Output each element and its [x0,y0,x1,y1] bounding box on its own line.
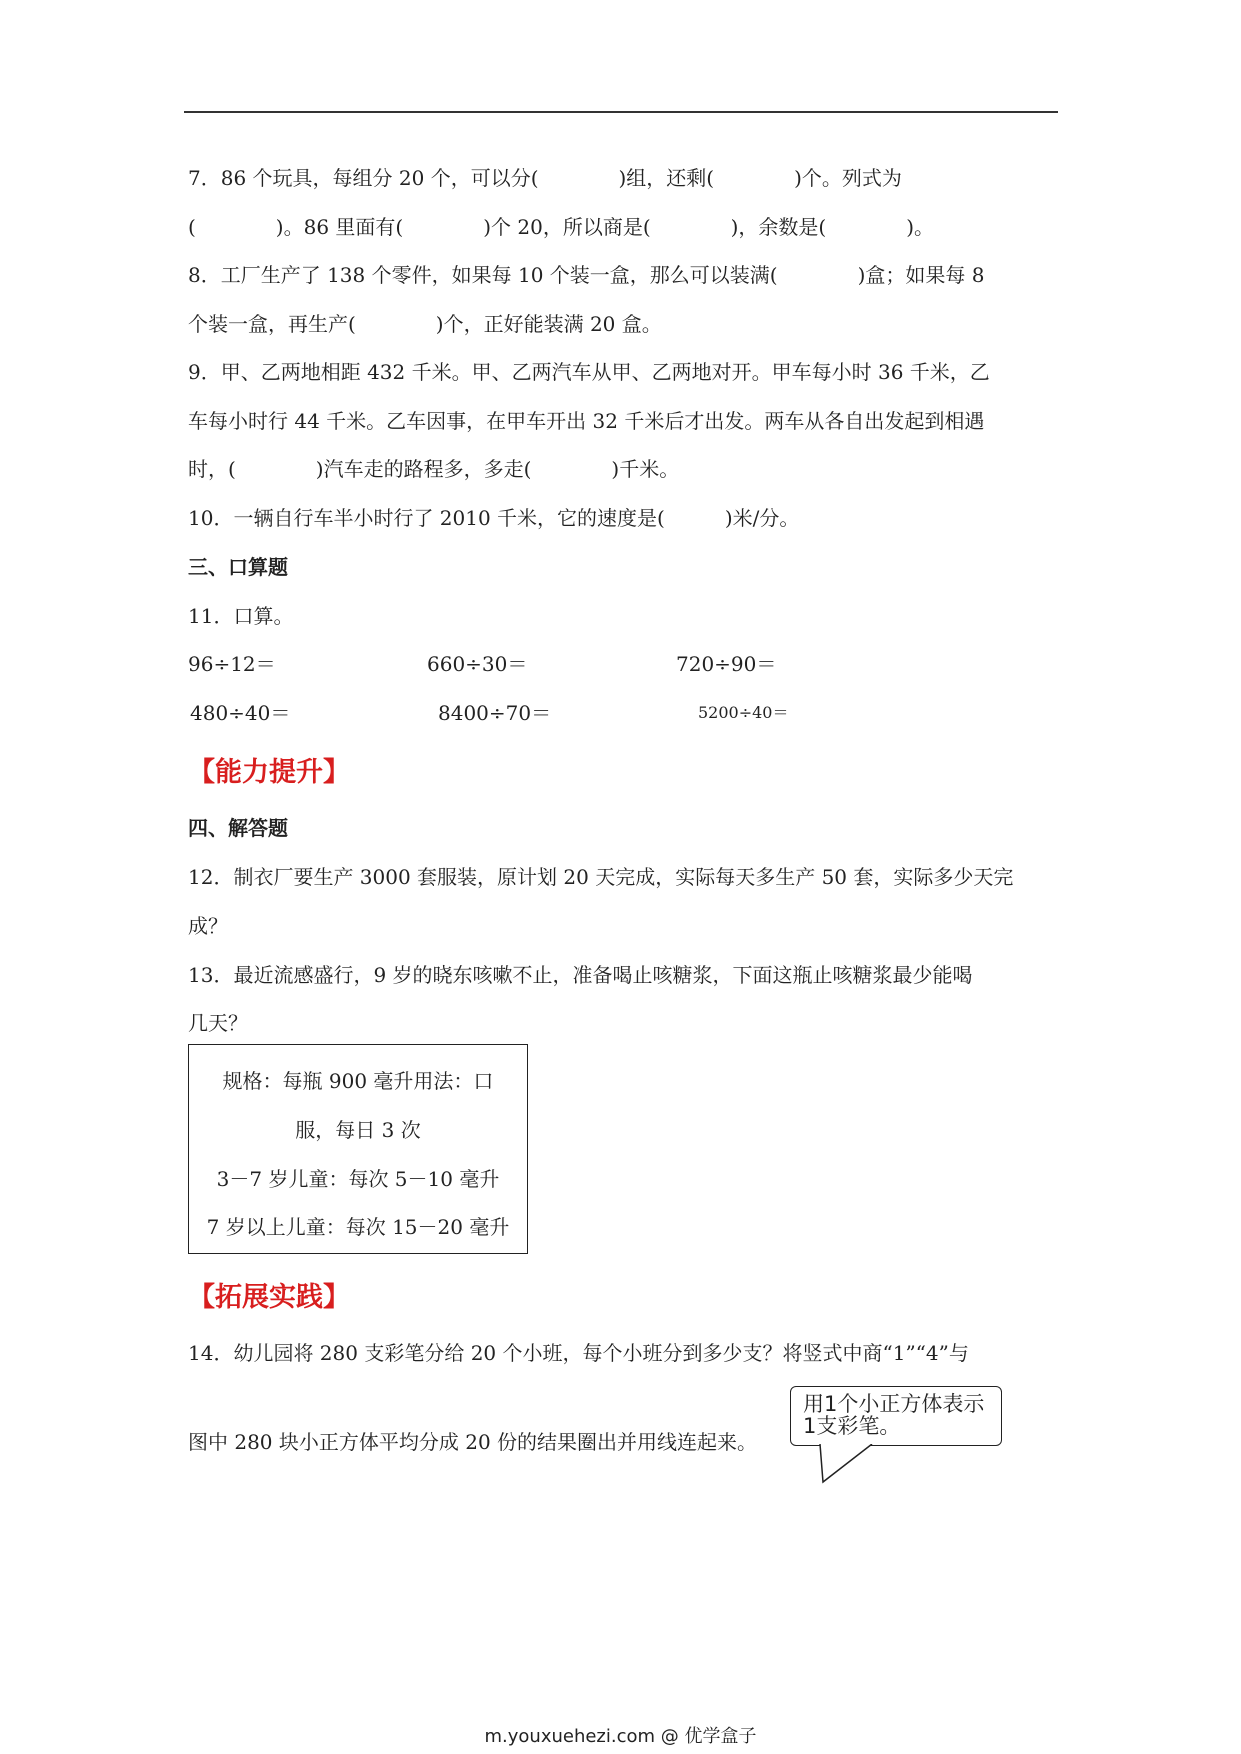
footer-watermark: m.youxuehezi.com @ 优学盒子 [484,1726,757,1747]
q10: 10．一辆自行车半小时行了 2010 千米，它的速度是( )米/分。 [188,506,800,530]
spec-line: 规格：每瓶 900 毫升用法：口 [222,1069,494,1093]
q7-line1: 7．86 个玩具，每组分 20 个，可以分( )组，还剩( )个。列式为 [188,166,902,190]
section-highlight-ability: 【能力提升】 [188,757,350,788]
q11: 11．口算。 [188,604,294,628]
header-rule [184,111,1058,113]
bubble-line: 1支彩笔。 [803,1414,901,1438]
bubble-line: 用1个小正方体表示 [803,1392,985,1416]
q9-line3: 时，( )汽车走的路程多，多走( )千米。 [188,457,680,481]
calc-item: 8400÷70＝ [438,701,552,725]
q13-line1: 13．最近流感盛行，9 岁的晓东咳嗽不止，准备喝止咳糖浆，下面这瓶止咳糖浆最少能喝 [188,963,973,987]
q9-line1: 9．甲、乙两地相距 432 千米。甲、乙两汽车从甲、乙两地对开。甲车每小时 36 千米，乙 [188,360,990,384]
q14-line2: 图中 280 块小正方体平均分成 20 份的结果圈出并用线连起来。 [188,1430,758,1454]
medicine-spec-box [188,1044,528,1254]
q13-line2: 几天？ [188,1011,248,1035]
spec-line: 服，每日 3 次 [295,1118,421,1142]
calc-item: 660÷30＝ [427,652,528,676]
q12-line1: 12．制衣厂要生产 3000 套服装，原计划 20 天完成，实际每天多生产 50 套，实际多少天完 [188,865,1014,889]
spec-line: 3－7 岁儿童：每次 5－10 毫升 [216,1167,500,1191]
q12-line2: 成？ [188,914,228,938]
calc-item: 480÷40＝ [190,701,291,725]
q9-line2: 车每小时行 44 千米。乙车因事，在甲车开出 32 千米后才出发。两车从各自出发起到相遇 [188,409,985,433]
q8-line1: 8．工厂生产了 138 个零件，如果每 10 个装一盒，那么可以装满( )盒；如果每 8 [188,263,985,287]
spec-line: 7 岁以上儿童：每次 15－20 毫升 [206,1215,510,1239]
section-4-heading: 四、解答题 [188,816,288,840]
calc-item: 720÷90＝ [676,652,777,676]
section-3-heading: 三、口算题 [188,555,288,579]
q14-line1: 14．幼儿园将 280 支彩笔分给 20 个小班，每个小班分到多少支？将竖式中商“1”“4”与 [188,1341,969,1365]
q7-line2: ( )。86 里面有( )个 20，所以商是( )，余数是( )。 [188,215,935,239]
section-highlight-practice: 【拓展实践】 [188,1282,350,1313]
speech-bubble-tail [818,1444,878,1484]
speech-bubble [790,1386,1002,1446]
q8-line2: 个装一盒，再生产( )个，正好能装满 20 盒。 [188,312,662,336]
calc-item: 5200÷40＝ [698,703,789,722]
calc-item: 96÷12＝ [188,652,276,676]
